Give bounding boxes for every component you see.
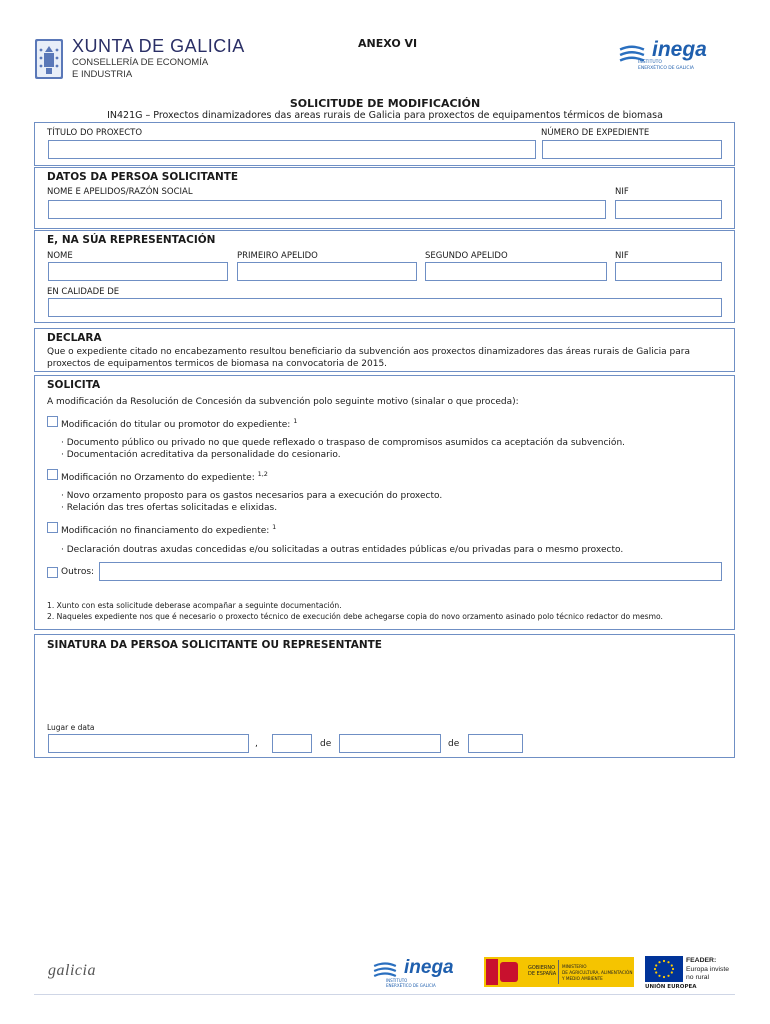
declares-text-line-1: Que o expediente citado no encabezamento resultou beneficiario da subvención aos proxectos dinamizadores das áreas rurais de Galicia para — [47, 347, 690, 357]
option-financing-item-1: · Declaración doutras axudas concedidas e/ou solicitadas a outras entidades públicas e/ou privadas para o mesmo proxecto. — [61, 545, 624, 555]
document-subtitle: IN421G – Proxectos dinamizadores das areas rurais de Galicia para proxectos de equipamentos térmicos de biomasa — [107, 110, 663, 121]
option-financing-label — [61, 522, 276, 538]
requests-heading: SOLICITA — [47, 379, 101, 391]
rep-capacity-label: EN CALIDADE DE — [47, 287, 120, 297]
ministry-line-1: MINISTERIO — [562, 964, 587, 969]
de-separator-2: de — [448, 739, 460, 749]
feader-line-1: Europa inviste — [686, 965, 730, 973]
declares-text-line-2: proxectos de equipamentos termicos de biomasa na convocatoria de 2015. — [47, 358, 388, 369]
option-financing-checkbox[interactable] — [47, 522, 58, 533]
footnote-2: 2. Naqueles expediente nos que é necesario o proxecto técnico de execución debe achegarse copia do novo orzamento asinado polo técnico redactor do mesmo. — [47, 612, 663, 621]
option-budget-item-2: · Relación das tres ofertas solicitadas e elixidas. — [61, 502, 278, 513]
inega-subtitle-1: INSTITUTO — [638, 60, 662, 65]
applicant-name-label: NOME E APELIDOS/RAZÓN SOCIAL — [47, 187, 193, 197]
department-name — [72, 57, 208, 81]
applicant-heading: DATOS DA PERSOA SOLICITANTE — [47, 171, 239, 183]
option-budget-text: Modificación no Orzamento do expediente: — [61, 473, 255, 483]
representative-heading: E, NA SÚA REPRESENTACIÓN — [47, 234, 216, 246]
gov-line-1: GOBIERNO — [528, 965, 556, 971]
inega-wordmark: inega — [652, 38, 707, 61]
place-date-label: Lugar e data — [47, 723, 95, 732]
representative-section — [34, 230, 735, 323]
rep-capacity-field[interactable] — [48, 298, 722, 317]
option-budget-footnote: 1,2 — [257, 470, 268, 478]
footnote-1: 1. Xunto con esta solicitude deberase acompañar a seguinte documentación. — [47, 601, 342, 610]
option-financing-footnote: 1 — [272, 523, 277, 531]
rep-surname1-label: PRIMEIRO APELIDO — [237, 251, 318, 261]
comma-separator: , — [255, 739, 258, 749]
option-titular-item-2: · Documentación acreditativa da personalidade do cesionario. — [61, 449, 341, 460]
option-titular-footnote: 1 — [293, 417, 298, 425]
file-number-label: NÚMERO DE EXPEDIENTE — [541, 128, 650, 138]
galicia-logo: galicia — [48, 962, 96, 979]
xunta-crest-icon — [34, 38, 64, 80]
org-name: XUNTA DE GALICIA — [72, 36, 245, 56]
requests-intro: A modificación da Resolución de Concesión da subvención polo seguinte motivo (sinalar o que proceda): — [47, 397, 519, 407]
footer-divider — [34, 994, 735, 995]
footer-inega-subtitle-2: ENERXÉTICO DE GALICIA — [386, 983, 436, 988]
annex-label: ANEXO VI — [358, 37, 418, 50]
place-field[interactable] — [48, 734, 249, 753]
footer-inega-subtitle-1: INSTITUTO — [386, 978, 408, 983]
ministry-line-3: Y MEDIO AMBIENTE — [562, 976, 603, 981]
option-titular-text: Modificación do titular ou promotor do expediente: — [61, 420, 291, 430]
applicant-nif-field[interactable] — [615, 200, 722, 219]
option-budget-label — [61, 469, 268, 485]
applicant-name-field[interactable] — [48, 200, 606, 219]
signature-heading: SINATURA DA PERSOA SOLICITANTE OU REPRESENTANTE — [47, 639, 382, 651]
inega-logo — [616, 40, 726, 72]
department-line-1: CONSELLERÍA DE ECONOMÍA — [72, 57, 209, 68]
department-line-2: E INDUSTRIA — [72, 69, 133, 80]
year-field[interactable] — [468, 734, 523, 753]
inega-subtitle-2: ENERXÉTICO DE GALICIA — [638, 66, 694, 71]
feader-title: FEADER: — [686, 957, 717, 964]
applicant-nif-label: NIF — [615, 187, 629, 197]
option-titular-checkbox[interactable] — [47, 416, 58, 427]
rep-first-name-label: NOME — [47, 251, 73, 261]
option-titular-item-1: · Documento público ou privado no que quede reflexado o traspaso de compromisos asumidos ca aceptación da subvención. — [61, 438, 626, 448]
eu-flag-icon — [645, 956, 683, 982]
gov-line-2: DE ESPAÑA — [528, 971, 557, 977]
month-field[interactable] — [339, 734, 441, 753]
rep-surname2-field[interactable] — [425, 262, 607, 281]
spain-crest-icon — [486, 959, 498, 985]
option-titular-label — [61, 416, 297, 432]
signature-section — [34, 634, 735, 758]
rep-nif-field[interactable] — [615, 262, 722, 281]
project-section — [34, 122, 735, 166]
day-field[interactable] — [272, 734, 312, 753]
feader-line-2: no rural — [686, 974, 710, 981]
feader-text — [686, 957, 729, 983]
project-title-label: TÍTULO DO PROXECTO — [47, 128, 143, 138]
option-other-field[interactable] — [99, 562, 722, 581]
footer-inega-wordmark: inega — [404, 957, 454, 978]
spain-gov-logo — [484, 957, 634, 987]
declares-heading: DECLARA — [47, 332, 102, 344]
rep-surname2-label: SEGUNDO APELIDO — [425, 251, 508, 261]
option-budget-checkbox[interactable] — [47, 469, 58, 480]
rep-first-name-field[interactable] — [48, 262, 228, 281]
document-title: SOLICITUDE DE MODIFICACIÓN — [289, 97, 481, 110]
option-financing-text: Modificación no financiamento do expediente: — [61, 526, 270, 536]
footer-inega-logo — [370, 959, 470, 989]
file-number-field[interactable] — [542, 140, 722, 159]
eu-stars-icon — [645, 956, 683, 982]
applicant-section — [34, 167, 735, 229]
requests-section — [34, 375, 735, 630]
option-budget-item-1: · Novo orzamento proposto para os gastos necesarios para a execución do proxecto. — [61, 491, 443, 501]
project-title-field[interactable] — [48, 140, 536, 159]
rep-surname1-field[interactable] — [237, 262, 417, 281]
option-other-checkbox[interactable] — [47, 567, 58, 578]
eu-label: UNIÓN EUROPEA — [645, 984, 697, 990]
rep-nif-label: NIF — [615, 251, 629, 261]
declares-section — [34, 328, 735, 372]
de-separator-1: de — [320, 739, 332, 749]
gov-divider — [558, 960, 559, 984]
ministry-line-2: DE AGRICULTURA, ALIMENTACIÓN — [562, 970, 633, 975]
spain-crest-center-icon — [500, 962, 518, 982]
option-other-label: Outros: — [61, 567, 95, 577]
